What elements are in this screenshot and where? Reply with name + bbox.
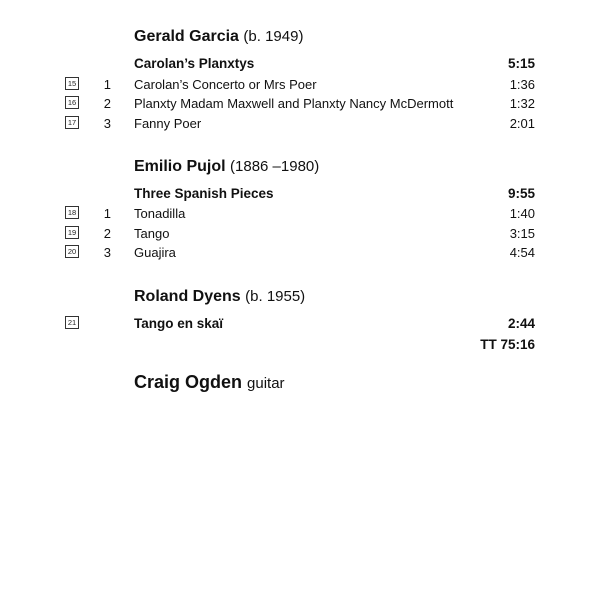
movement-number: 3 <box>103 116 111 131</box>
work-duration: 9:55 <box>507 186 535 201</box>
movement-title: Tango <box>134 226 170 241</box>
movement-duration: 1:32 <box>509 96 535 111</box>
movement-number: 1 <box>103 206 111 221</box>
composer-heading-pujol <box>134 158 319 176</box>
movement-title: Tonadilla <box>134 206 186 221</box>
track-number-box: 21 <box>65 316 79 329</box>
movement-duration: 3:15 <box>509 226 535 241</box>
composer-name: Roland Dyens <box>134 288 241 305</box>
performer-instrument: guitar <box>247 375 285 392</box>
movement-duration: 1:40 <box>509 206 535 221</box>
composer-name: Gerald Garcia <box>134 28 239 45</box>
movement-duration: 4:54 <box>509 245 535 260</box>
track-number-box: 16 <box>65 96 79 109</box>
movement-title: Fanny Poer <box>134 116 202 131</box>
track-number-box: 15 <box>65 77 79 90</box>
movement-title: Carolan’s Concerto or Mrs Poer <box>134 77 317 92</box>
composer-heading-garcia <box>134 28 303 46</box>
performer-credit <box>134 372 285 393</box>
movement-number: 3 <box>103 245 111 260</box>
movement-number: 1 <box>103 77 111 92</box>
composer-heading-dyens <box>134 288 305 306</box>
track-number-box: 19 <box>65 226 79 239</box>
movement-title: Guajira <box>134 245 176 260</box>
work-duration: 2:44 <box>507 316 535 331</box>
movement-number: 2 <box>103 96 111 111</box>
work-duration: 5:15 <box>507 56 535 71</box>
movement-title: Planxty Madam Maxwell and Planxty Nancy McDermott <box>134 96 454 111</box>
composer-dates: (b. 1955) <box>245 288 306 305</box>
composer-dates: (1886 –1980) <box>230 158 320 175</box>
total-time: TT 75:16 <box>480 337 535 352</box>
movement-duration: 2:01 <box>509 116 535 131</box>
performer-name: Craig Ogden <box>134 372 243 392</box>
work-title: Carolan’s Planxtys <box>134 56 255 71</box>
track-number-box: 18 <box>65 206 79 219</box>
track-number-box: 17 <box>65 116 79 129</box>
track-number-box: 20 <box>65 245 79 258</box>
movement-number: 2 <box>103 226 111 241</box>
composer-name: Emilio Pujol <box>134 158 226 175</box>
work-title: Tango en skaï <box>134 316 224 331</box>
movement-duration: 1:36 <box>509 77 535 92</box>
composer-dates: (b. 1949) <box>243 28 304 45</box>
work-title: Three Spanish Pieces <box>134 186 274 201</box>
